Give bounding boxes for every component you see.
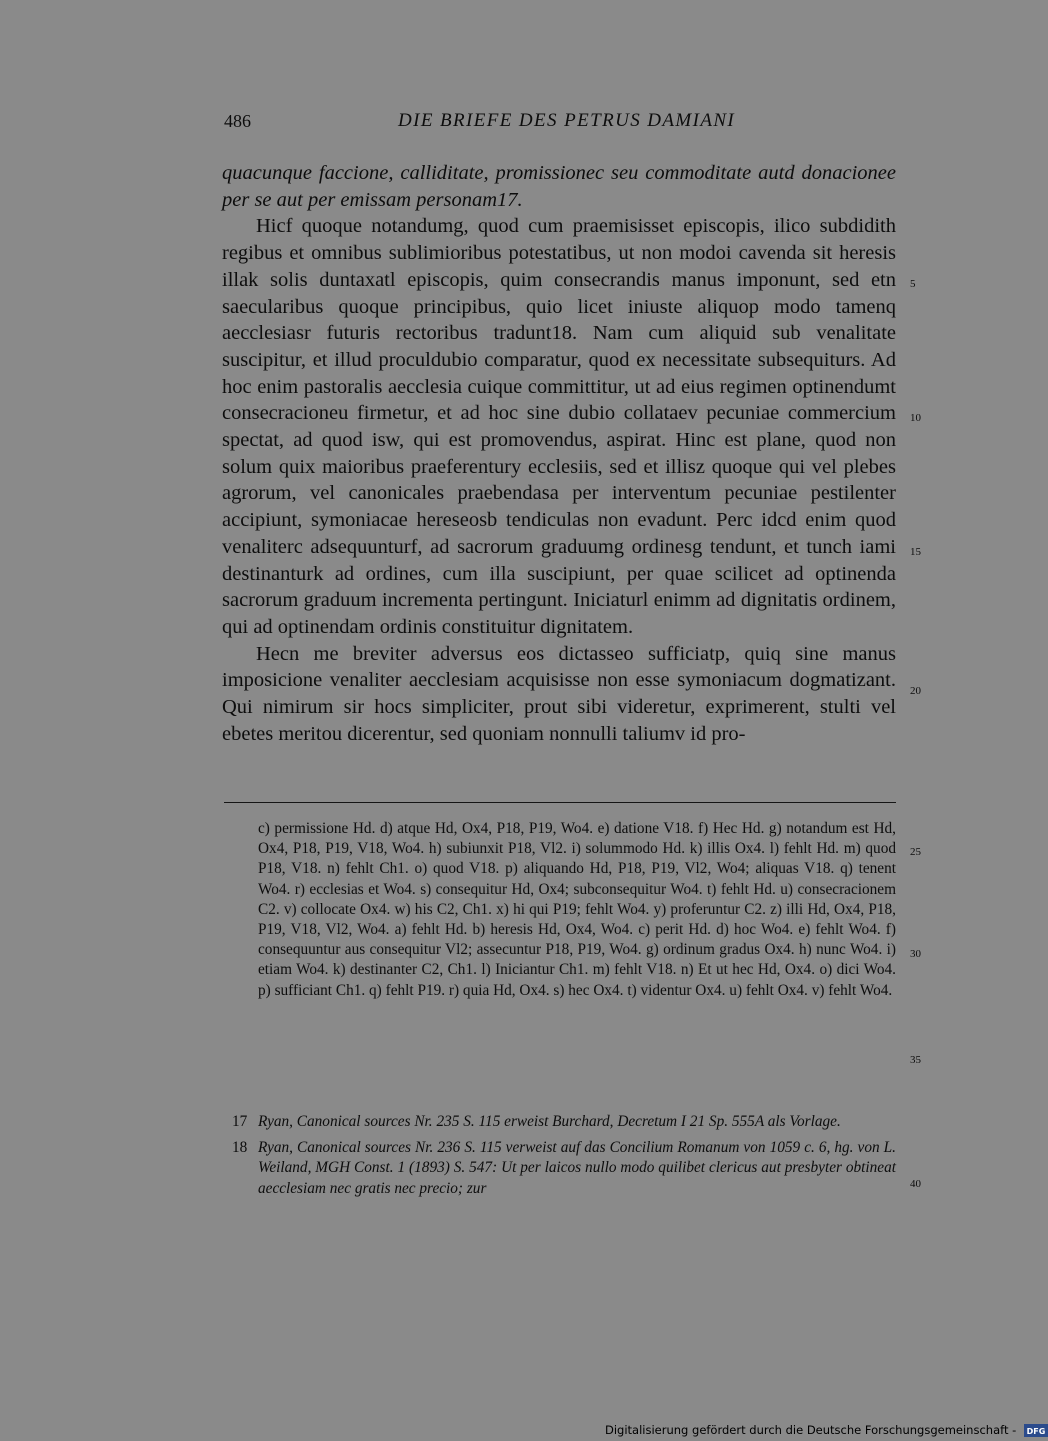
critical-apparatus bbox=[258, 819, 896, 1001]
page-number: 486 bbox=[224, 111, 251, 131]
credit-text: Digitalisierung gefördert durch die Deutsche Forschungsgemeinschaft - bbox=[605, 1423, 1017, 1437]
line-number-30: 30 bbox=[910, 948, 921, 960]
footnote-number: 18 bbox=[232, 1139, 248, 1157]
line-number-15: 15 bbox=[910, 546, 921, 558]
footnote bbox=[232, 1138, 896, 1199]
line-number-20: 20 bbox=[910, 685, 921, 697]
dfg-logo-icon bbox=[1024, 1424, 1048, 1437]
footnotes bbox=[232, 1112, 896, 1205]
footnote-number: 17 bbox=[232, 1113, 248, 1130]
footnote-text: Ryan, Canonical sources Nr. 235 S. 115 erweist Burchard, Decretum I 21 Sp. 555A als Vorlage. bbox=[258, 1113, 841, 1130]
line-number-5: 5 bbox=[910, 278, 916, 290]
line-number-35: 35 bbox=[910, 1054, 921, 1066]
line-number-40: 40 bbox=[910, 1178, 921, 1190]
footnote bbox=[232, 1112, 896, 1132]
main-text bbox=[222, 160, 896, 747]
paragraph-1: quacunque faccione, calliditate, promissionec seu commoditate autd donacionee per se aut per emissam personam17. bbox=[222, 162, 896, 211]
apparatus-divider bbox=[224, 802, 896, 803]
digitization-credit bbox=[605, 1423, 1048, 1437]
paragraph-2: Hicf quoque notandumg, quod cum praemisisset episcopis, ilico subdidith regibus et omnibus sublimioribus potestatibus, ut non modoi cavenda sit heresis illak solis duntaxatl episcopis, quim consecrandis manus imponunt, sed etn saecularibus quoque principibus, quio licet iniuste aliquop modo tamenq aecclesiasr futuris rectoribus tradunt18. Nam cum aliquid sub venalitate suscipitur, et illud proculdubio comparatur, quod ex necessitate subsequiturs. Ad hoc enim pastoralis aecclesia cuique committitur, ut ad eius regimen optinendumt consecracioneu firmetur, et ad hoc sine dubio collataev pecuniae commercium spectat, ad quod isw, qui est promovendus, aspirat. Hinc est plane, quod non solum quix maioribus praeferentury ecclesiis, sed et illisz quoque qui vel plebes agrorum, vel canonicales praebendasa per interventum pecuniae pestilenter accipiunt, symoniacae hereseosb tendiculas non evadunt. Perc idcd enim quod venaliterc adsequunturf, ad sacrorum graduumg ordinesg tendunt, et tunch iami destinanturk ad ordines, cum illa suscipiunt, per quae scilicet ad optinenda sacrorum graduum incrementa pertingunt. Iniciaturl enimm ad dignitatis ordinem, qui ad optinendam ordinis constituitur dignitatem. bbox=[222, 215, 896, 638]
line-number-10: 10 bbox=[910, 412, 921, 424]
footnote-text: Ryan, Canonical sources Nr. 236 S. 115 verweist auf das Concilium Romanum von 1059 c. 6, hg. von L. Weiland, MGH Const. 1 (1893) S. 547: Ut per laicos nullo modo quilibet clericus aut presbyter obtineat aecclesiam nec gratis nec precio; zur bbox=[258, 1139, 896, 1197]
line-number-25: 25 bbox=[910, 846, 921, 858]
paragraph-3: Hecn me breviter adversus eos dictasseo sufficiatp, quiq sine manus imposicione venaliter aecclesiam acquisisse non esse symoniacum dogmatizant. Qui nimirum sir hocs simpliciter, prout sibi videretur, exprimerent, stulti vel ebetes meritou dicerentur, sed quoniam nonnulli taliumv id pro- bbox=[222, 642, 896, 745]
apparatus-text: c) permissione Hd. d) atque Hd, Ox4, P18, P19, Wo4. e) datione V18. f) Hec Hd. g) notandum est Hd, Ox4, P18, P19, V18, Wo4. h) subiunxit P18, Vl2. i) solummodo Hd. k) illis Ox4. l) fehlt Hd. m) quod P18, V18. n) fehlt Ch1. o) quod V18. p) aliquando Hd, P18, P19, Vl2, Wo4; aliquas V18. q) tenent Wo4. r) ecclesias et Wo4. s) consequitur Hd, Ox4; subconsequitur Wo4. t) fehlt Hd. u) consecracionem C2. v) collocate Ox4. w) his C2, Ch1. x) hi qui P19; fehlt Wo4. y) proferuntur C2. z) illi Hd, Ox4, P18, P19, V18, Vl2, Wo4. a) fehlt Hd. b) heresis Hd, Ox4, Wo4. c) perit Hd. d) hoc Wo4. e) fehlt Wo4. f) consequuntur aus consequitur Vl2; assecuntur P18, P19, Wo4. g) ordinum gradus Ox4. h) nunc Wo4. i) etiam Wo4. k) destinanter C2, Ch1. l) Iniciantur Ch1. m) fehlt V18. n) Et ut hec Hd, Ox4. o) dici Wo4. p) sufficiant Ch1. q) fehlt P19. r) quia Hd, Ox4. s) hec Ox4. t) videntur Ox4. u) fehlt Ox4. v) fehlt Wo4. bbox=[258, 820, 896, 999]
running-head: DIE BRIEFE DES PETRUS DAMIANI bbox=[398, 110, 736, 131]
dfg-logo-text: DFG bbox=[1026, 1427, 1046, 1436]
